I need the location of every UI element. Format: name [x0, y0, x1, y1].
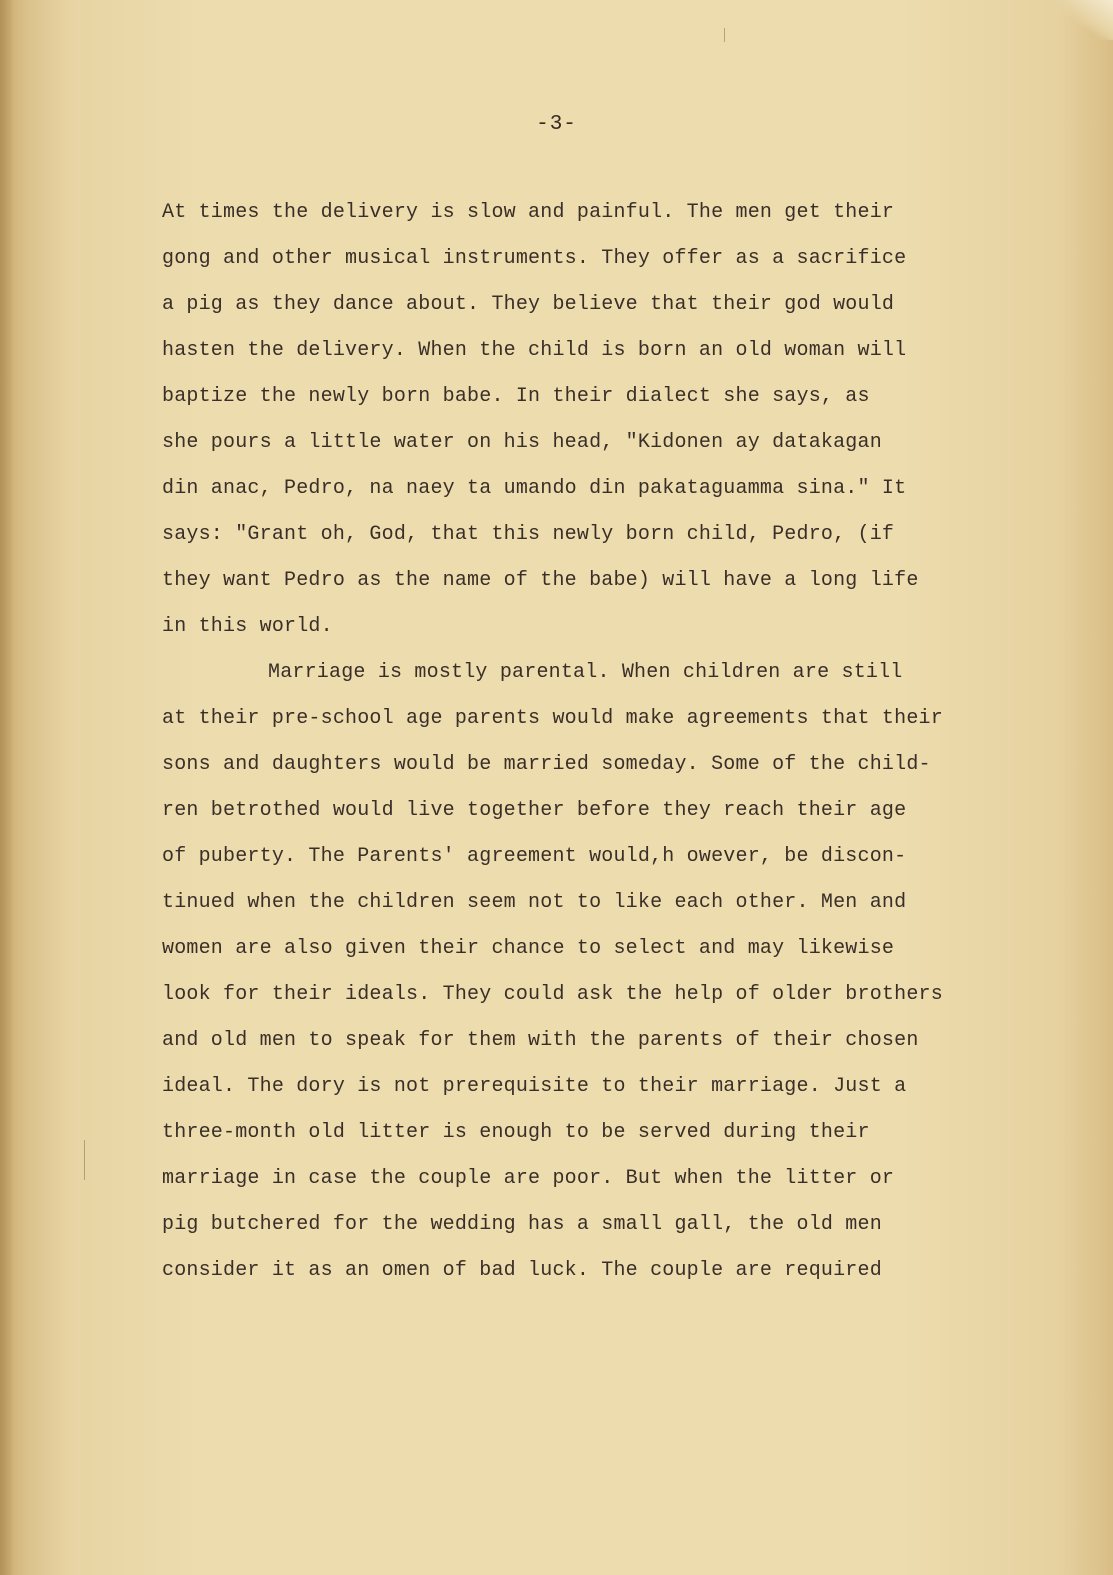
text-line: in this world. — [162, 615, 333, 638]
text-line: marriage in case the couple are poor. But when the litter or — [162, 1167, 895, 1190]
text-line: at their pre-school age parents would make agreements that their — [162, 707, 943, 730]
page-number: -3- — [536, 113, 577, 136]
text-line: look for their ideals. They could ask the help of older brothers — [162, 983, 943, 1006]
paragraph-start-line: Marriage is mostly parental. When children are still — [268, 661, 903, 684]
text-line: ren betrothed would live together before they reach their age — [162, 799, 907, 822]
text-line: ideal. The dory is not prerequisite to their marriage. Just a — [162, 1075, 907, 1098]
typed-text-body — [162, 190, 982, 1294]
margin-mark — [84, 1140, 87, 1180]
text-line: they want Pedro as the name of the babe) will have a long life — [162, 569, 919, 592]
ink-mark — [724, 28, 729, 42]
text-line: three-month old litter is enough to be served during their — [162, 1121, 870, 1144]
text-line: of puberty. The Parents' agreement would,h owever, be discon- — [162, 845, 907, 868]
page-corner-fold — [1053, 0, 1113, 40]
text-line: says: "Grant oh, God, that this newly born child, Pedro, (if — [162, 523, 895, 546]
text-line: hasten the delivery. When the child is born an old woman will — [162, 339, 907, 362]
text-line: tinued when the children seem not to like each other. Men and — [162, 891, 907, 914]
text-line: and old men to speak for them with the parents of their chosen — [162, 1029, 919, 1052]
text-line: din anac, Pedro, na naey ta umando din pakataguamma sina." It — [162, 477, 907, 500]
text-line: a pig as they dance about. They believe that their god would — [162, 293, 895, 316]
text-line: gong and other musical instruments. They offer as a sacrifice — [162, 247, 907, 270]
text-line: pig butchered for the wedding has a small gall, the old men — [162, 1213, 882, 1236]
text-line: At times the delivery is slow and painful. The men get their — [162, 201, 895, 224]
text-line: sons and daughters would be married someday. Some of the child- — [162, 753, 931, 776]
text-line: she pours a little water on his head, "Kidonen ay datakagan — [162, 431, 882, 454]
page-edge-shadow — [0, 0, 14, 1575]
text-line: women are also given their chance to select and may likewise — [162, 937, 895, 960]
text-line: baptize the newly born babe. In their dialect she says, as — [162, 385, 870, 408]
text-line: consider it as an omen of bad luck. The couple are required — [162, 1259, 882, 1282]
